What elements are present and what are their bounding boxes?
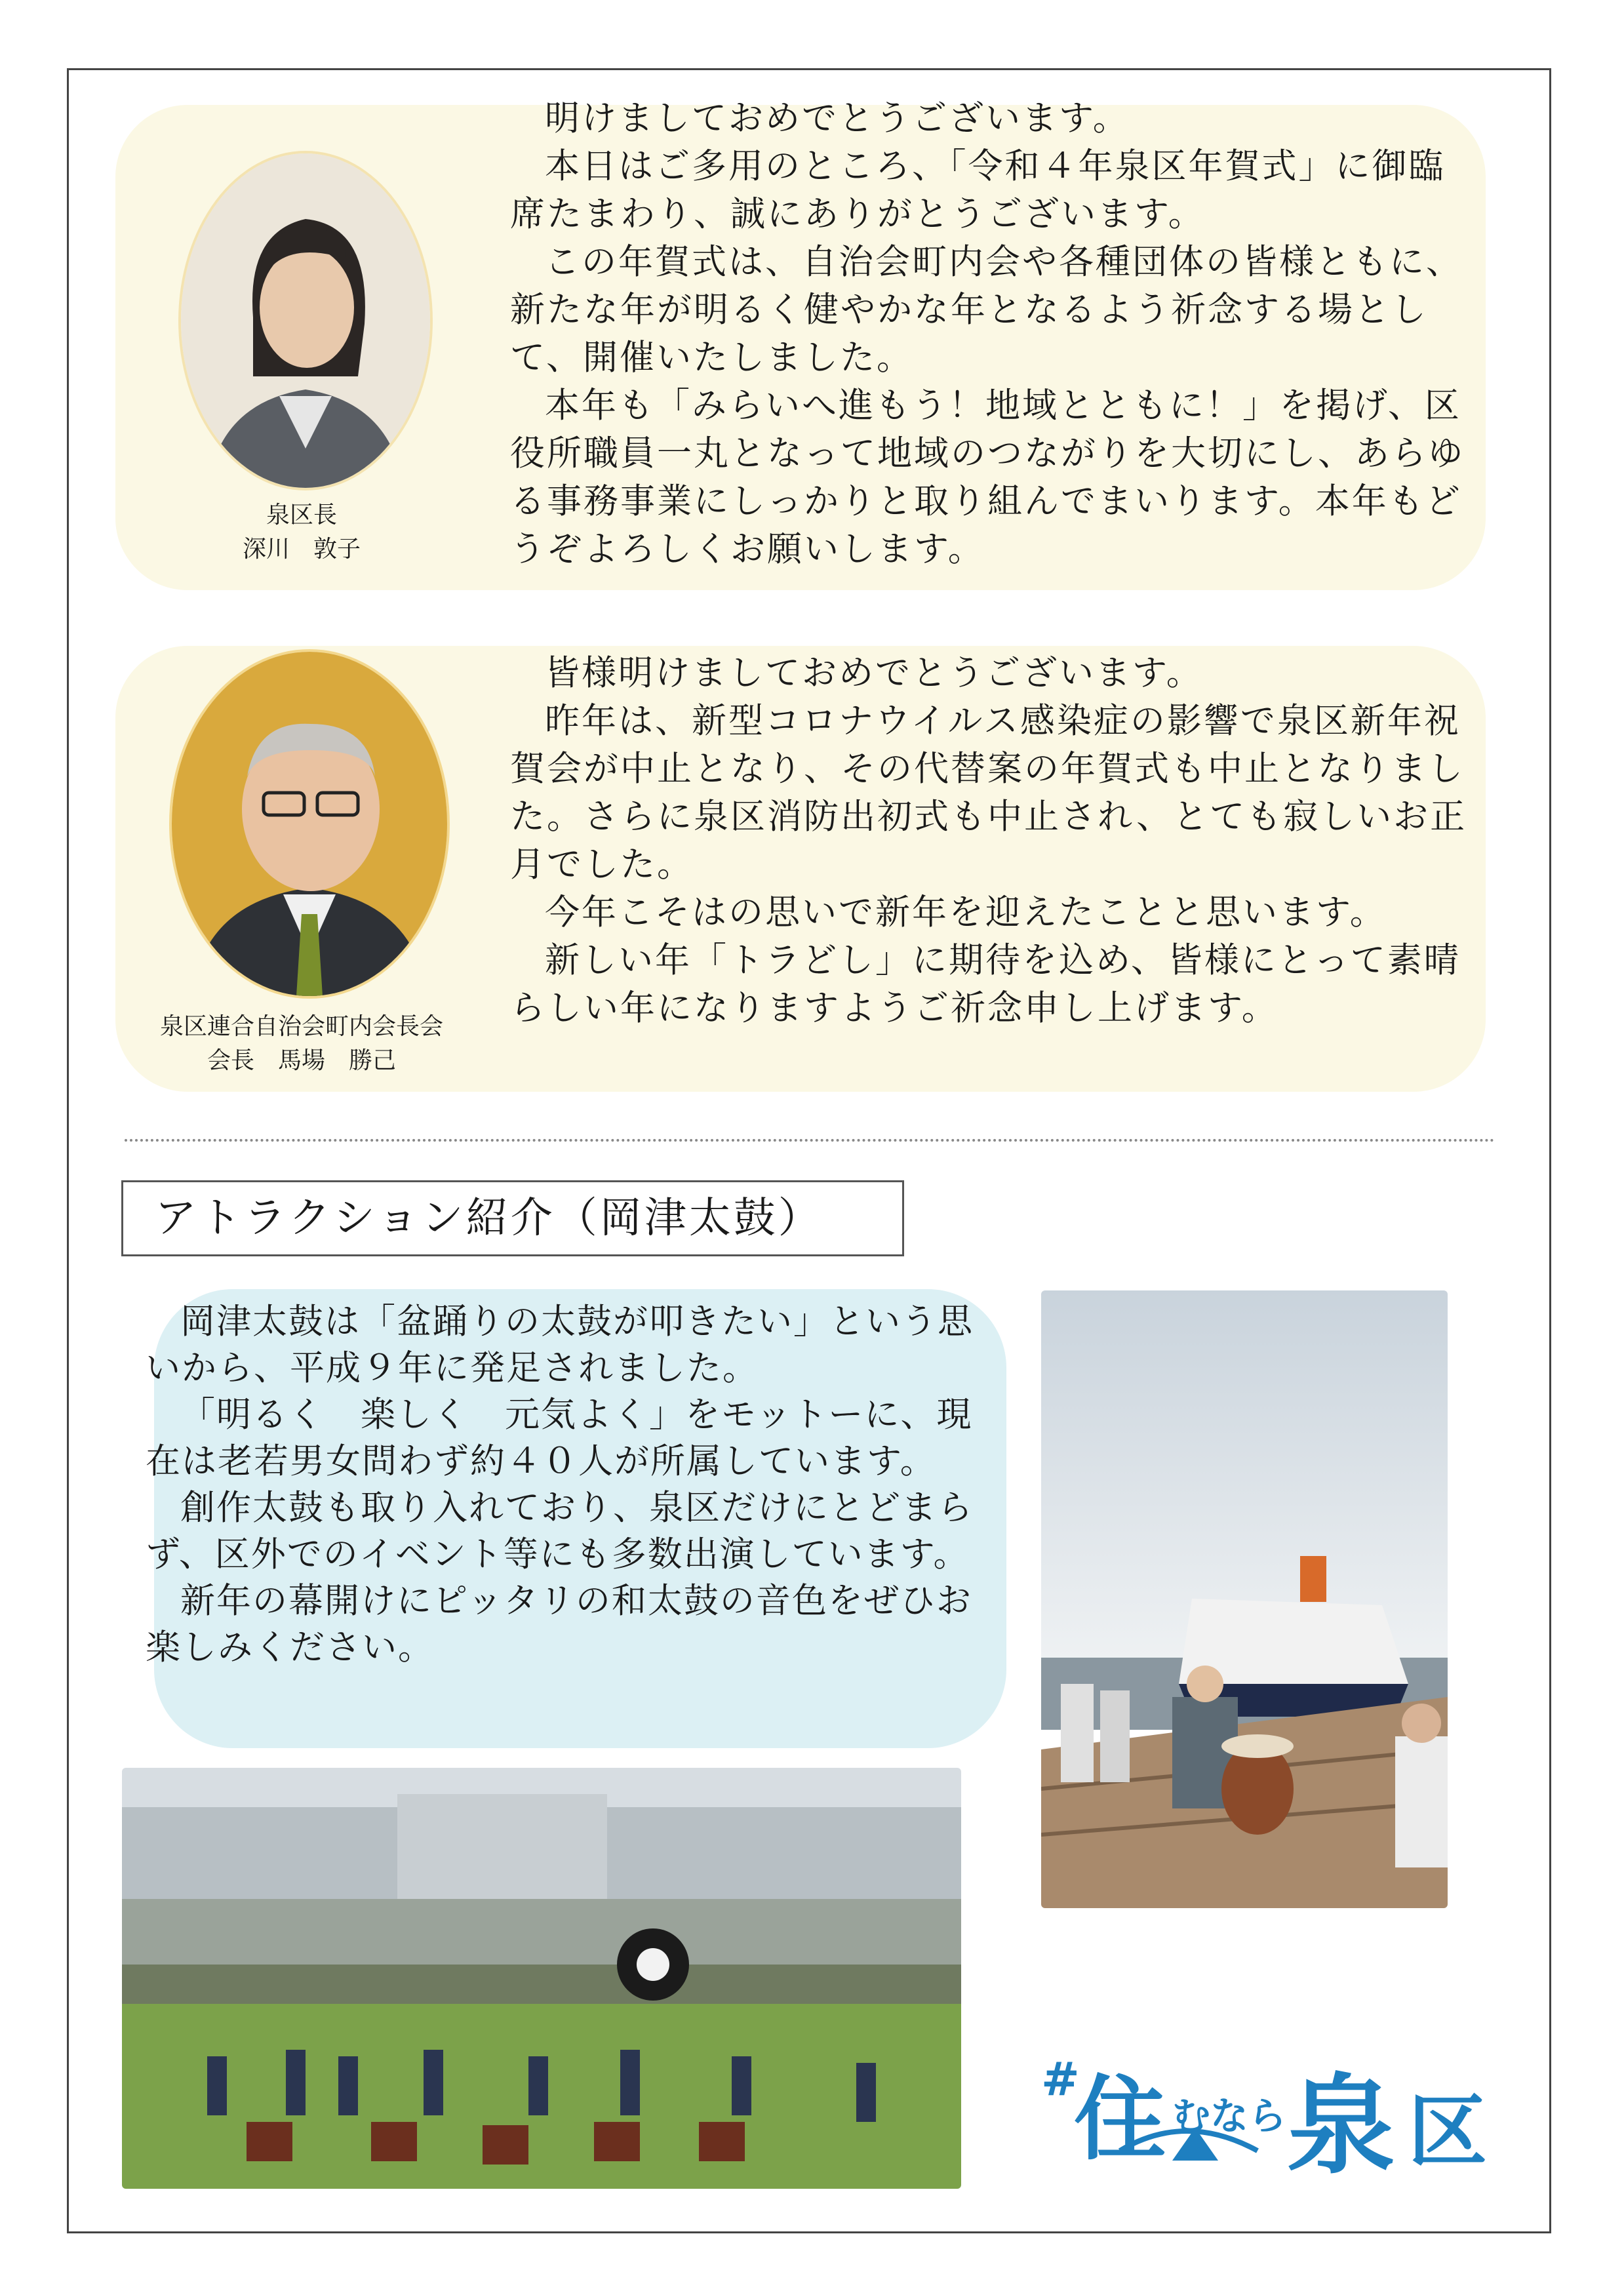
logo-su: 住: [1074, 2066, 1166, 2173]
logo-mu-nara: むなら: [1172, 2094, 1287, 2138]
paragraph: 岡津太鼓は「盆踊りの太鼓が叩きたい」という思いから、平成９年に発足されました。: [146, 1302, 974, 1388]
portrait-ward-mayor: [178, 151, 433, 490]
section-divider: [125, 1139, 1495, 1142]
paragraph: 皆様明けましておめでとうございます。: [545, 653, 1203, 693]
caption-title: 泉区長: [266, 502, 337, 529]
logo-hash: #: [1041, 2052, 1080, 2106]
paragraph: 明けましておめでとうございます。: [545, 98, 1130, 138]
paragraph: 新しい年「トラどし」に期待を込め、皆様にとって素晴らしい年になりますようご祈念申し上げます。: [510, 940, 1461, 1028]
caption-association-chair: [118, 1010, 485, 1078]
paragraph: 創作太鼓も取り入れており、泉区だけにとどまらず、区外でのイベント等にも多数出演しています。: [146, 1488, 974, 1574]
paragraph: 本年も「みらいへ進もう！地域とともに！」を掲げ、区役所職員一丸となって地域のつながりを大切にし、あらゆる事務事業にしっかりと取り組んでまいります。本年もどうぞよろしくお願いします。: [510, 386, 1465, 569]
paragraph: この年賀式は、自治会町内会や各種団体の皆様ともに、新たな年が明るく健やかな年となるよう祈念する場として、開催いたしました。: [510, 242, 1463, 378]
logo-ku: 区: [1408, 2086, 1487, 2178]
caption-ward-mayor: [157, 498, 446, 567]
paragraph: 今年こそはの思いで新年を迎えたことと思います。: [545, 892, 1387, 932]
photo-taiko-riverside: [122, 1768, 961, 2189]
message-text-ward-mayor: [510, 94, 1474, 573]
paragraph: 「明るく 楽しく 元気よく」をモットーに、現在は老若男女問わず約４０人が所属しています。: [146, 1395, 973, 1481]
taiko-description-text: [146, 1298, 998, 1671]
logo-izumi: 泉: [1287, 2063, 1395, 2189]
caption-name: 深川 敦子: [242, 536, 361, 563]
paragraph: 新年の幕開けにピッタリの和太鼓の音色をぜひお楽しみください。: [146, 1581, 972, 1667]
portrait-association-chair: [169, 649, 450, 999]
paragraph: 本日はご多用のところ、「令和４年泉区年賀式」に御臨席たまわり、誠にありがとうございます。: [510, 146, 1446, 234]
photo-taiko-pier-ship: [1041, 1290, 1448, 1908]
message-text-association-chair: [510, 649, 1474, 1032]
sumu-nara-izumi-ku-logo: [1041, 2039, 1500, 2189]
caption-name: 会長 馬場 勝己: [207, 1047, 396, 1074]
caption-title: 泉区連合自治会町内会長会: [159, 1013, 443, 1040]
paragraph: 昨年は、新型コロナウイルス感染症の影響で泉区新年祝賀会が中止となり、その代替案の年賀式も中止となりました。さらに泉区消防出初式も中止され、とても寂しいお正月でした。: [510, 701, 1467, 885]
attraction-section-title: アトラクション紹介（岡津太鼓）: [121, 1180, 904, 1256]
